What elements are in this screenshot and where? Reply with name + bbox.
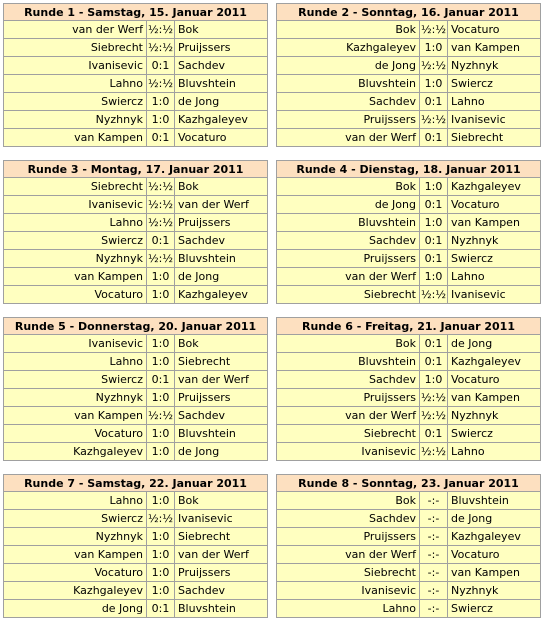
white-player: Ivanisevic xyxy=(277,443,420,461)
round-table-4 xyxy=(276,160,541,304)
white-player: van Kampen xyxy=(4,546,147,564)
round-table-3 xyxy=(3,160,268,304)
game-result: -:- xyxy=(420,600,448,618)
white-player: Ivanisevic xyxy=(277,582,420,600)
white-player: Sachdev xyxy=(277,510,420,528)
black-player: Ivanisevic xyxy=(175,510,268,528)
black-player: de Jong xyxy=(448,510,541,528)
black-player: Lahno xyxy=(448,268,541,286)
game-result: -:- xyxy=(420,528,448,546)
game-row xyxy=(277,214,541,232)
black-player: Swiercz xyxy=(448,425,541,443)
black-player: Bluvshtein xyxy=(175,250,268,268)
black-player: Kazhgaleyev xyxy=(448,353,541,371)
black-player: Pruijssers xyxy=(175,564,268,582)
game-result: 1:0 xyxy=(420,214,448,232)
white-player: van Kampen xyxy=(4,129,147,147)
white-player: van Kampen xyxy=(4,268,147,286)
game-row xyxy=(277,39,541,57)
game-result: 0:1 xyxy=(420,232,448,250)
game-row xyxy=(277,286,541,304)
white-player: Siebrecht xyxy=(277,564,420,582)
white-player: van der Werf xyxy=(4,21,147,39)
game-result: -:- xyxy=(420,546,448,564)
game-result: ½:½ xyxy=(420,407,448,425)
black-player: Nyzhnyk xyxy=(448,232,541,250)
white-player: Nyzhnyk xyxy=(4,389,147,407)
white-player: Siebrecht xyxy=(277,286,420,304)
black-player: de Jong xyxy=(448,335,541,353)
white-player: Siebrecht xyxy=(4,178,147,196)
black-player: Vocaturo xyxy=(448,546,541,564)
white-player: Ivanisevic xyxy=(4,196,147,214)
black-player: Kazhgaleyev xyxy=(175,286,268,304)
game-result: ½:½ xyxy=(420,389,448,407)
game-row xyxy=(277,389,541,407)
game-row xyxy=(277,353,541,371)
game-result: ½:½ xyxy=(420,443,448,461)
game-row xyxy=(277,564,541,582)
game-result: -:- xyxy=(420,492,448,510)
game-row xyxy=(4,353,268,371)
white-player: Sachdev xyxy=(277,371,420,389)
white-player: Siebrecht xyxy=(277,425,420,443)
round-table-2 xyxy=(276,3,541,147)
game-row xyxy=(277,75,541,93)
black-player: Nyzhnyk xyxy=(448,407,541,425)
game-result: 0:1 xyxy=(420,425,448,443)
game-row xyxy=(277,510,541,528)
black-player: Pruijssers xyxy=(175,214,268,232)
game-row xyxy=(4,371,268,389)
game-result: 1:0 xyxy=(147,528,175,546)
black-player: Bluvshtein xyxy=(175,75,268,93)
white-player: Swiercz xyxy=(4,93,147,111)
game-row xyxy=(4,93,268,111)
black-player: Siebrecht xyxy=(175,353,268,371)
white-player: Sachdev xyxy=(277,93,420,111)
black-player: van Kampen xyxy=(448,564,541,582)
game-result: 0:1 xyxy=(420,353,448,371)
black-player: Siebrecht xyxy=(175,528,268,546)
game-result: 0:1 xyxy=(420,335,448,353)
round-table-7 xyxy=(3,474,268,618)
round-title: Runde 1 - Samstag, 15. Januar 2011 xyxy=(4,4,268,21)
game-row xyxy=(4,425,268,443)
game-row xyxy=(277,371,541,389)
game-row xyxy=(4,335,268,353)
white-player: de Jong xyxy=(277,57,420,75)
game-result: ½:½ xyxy=(147,21,175,39)
game-row xyxy=(277,196,541,214)
black-player: Kazhgaleyev xyxy=(448,528,541,546)
white-player: Lahno xyxy=(277,600,420,618)
game-result: ½:½ xyxy=(147,214,175,232)
game-result: 1:0 xyxy=(420,371,448,389)
game-row xyxy=(4,232,268,250)
white-player: Lahno xyxy=(4,214,147,232)
game-result: 1:0 xyxy=(147,492,175,510)
game-row xyxy=(277,443,541,461)
game-result: 1:0 xyxy=(147,582,175,600)
black-player: Ivanisevic xyxy=(448,111,541,129)
white-player: Swiercz xyxy=(4,371,147,389)
game-result: 1:0 xyxy=(147,286,175,304)
white-player: Bok xyxy=(277,21,420,39)
game-result: 0:1 xyxy=(420,196,448,214)
game-result: 0:1 xyxy=(147,57,175,75)
game-result: 1:0 xyxy=(147,268,175,286)
game-row xyxy=(277,528,541,546)
round-title: Runde 6 - Freitag, 21. Januar 2011 xyxy=(277,318,541,335)
white-player: Ivanisevic xyxy=(4,57,147,75)
game-result: 1:0 xyxy=(147,335,175,353)
black-player: de Jong xyxy=(175,443,268,461)
game-result: ½:½ xyxy=(420,286,448,304)
black-player: Nyzhnyk xyxy=(448,582,541,600)
black-player: Siebrecht xyxy=(448,129,541,147)
round-title: Runde 2 - Sonntag, 16. Januar 2011 xyxy=(277,4,541,21)
game-row xyxy=(4,178,268,196)
game-result: ½:½ xyxy=(420,111,448,129)
game-result: 1:0 xyxy=(147,443,175,461)
game-row xyxy=(277,250,541,268)
game-result: ½:½ xyxy=(147,39,175,57)
round-table-1 xyxy=(3,3,268,147)
game-result: 1:0 xyxy=(147,353,175,371)
game-row xyxy=(4,250,268,268)
game-result: 1:0 xyxy=(420,75,448,93)
white-player: Nyzhnyk xyxy=(4,528,147,546)
black-player: Vocaturo xyxy=(448,371,541,389)
white-player: Nyzhnyk xyxy=(4,111,147,129)
white-player: Nyzhnyk xyxy=(4,250,147,268)
white-player: de Jong xyxy=(4,600,147,618)
black-player: Pruijssers xyxy=(175,389,268,407)
black-player: Swiercz xyxy=(448,250,541,268)
black-player: van der Werf xyxy=(175,546,268,564)
game-result: 1:0 xyxy=(147,564,175,582)
game-row xyxy=(4,21,268,39)
game-result: 0:1 xyxy=(147,129,175,147)
black-player: Bluvshtein xyxy=(175,425,268,443)
black-player: Sachdev xyxy=(175,232,268,250)
black-player: van Kampen xyxy=(448,214,541,232)
game-row xyxy=(277,425,541,443)
game-result: ½:½ xyxy=(420,21,448,39)
white-player: Bok xyxy=(277,335,420,353)
game-row xyxy=(277,21,541,39)
game-row xyxy=(277,407,541,425)
game-row xyxy=(277,57,541,75)
black-player: van der Werf xyxy=(175,196,268,214)
game-result: -:- xyxy=(420,582,448,600)
game-row xyxy=(277,546,541,564)
game-result: ½:½ xyxy=(147,250,175,268)
game-row xyxy=(277,600,541,618)
game-result: ½:½ xyxy=(147,510,175,528)
white-player: Pruijssers xyxy=(277,389,420,407)
white-player: Kazhgaleyev xyxy=(277,39,420,57)
black-player: Bok xyxy=(175,492,268,510)
game-result: 1:0 xyxy=(147,93,175,111)
game-row xyxy=(277,582,541,600)
black-player: Vocaturo xyxy=(448,21,541,39)
game-row xyxy=(4,286,268,304)
black-player: Bluvshtein xyxy=(175,600,268,618)
game-row xyxy=(4,57,268,75)
game-row xyxy=(4,443,268,461)
round-table-5 xyxy=(3,317,268,461)
game-row xyxy=(4,214,268,232)
game-row xyxy=(4,111,268,129)
round-title: Runde 3 - Montag, 17. Januar 2011 xyxy=(4,161,268,178)
game-result: 1:0 xyxy=(420,178,448,196)
white-player: Pruijssers xyxy=(277,111,420,129)
game-row xyxy=(4,564,268,582)
white-player: Vocaturo xyxy=(4,425,147,443)
game-result: 0:1 xyxy=(420,129,448,147)
white-player: Siebrecht xyxy=(4,39,147,57)
game-result: 1:0 xyxy=(147,111,175,129)
black-player: Bok xyxy=(175,335,268,353)
game-row xyxy=(4,407,268,425)
white-player: van der Werf xyxy=(277,268,420,286)
black-player: van Kampen xyxy=(448,39,541,57)
game-row xyxy=(277,111,541,129)
white-player: Bluvshtein xyxy=(277,353,420,371)
black-player: Bok xyxy=(175,178,268,196)
black-player: Sachdev xyxy=(175,407,268,425)
white-player: Bluvshtein xyxy=(277,214,420,232)
game-row xyxy=(277,129,541,147)
game-result: 1:0 xyxy=(147,389,175,407)
black-player: Bluvshtein xyxy=(448,492,541,510)
game-row xyxy=(4,582,268,600)
black-player: Nyzhnyk xyxy=(448,57,541,75)
game-result: ½:½ xyxy=(420,57,448,75)
game-result: ½:½ xyxy=(147,75,175,93)
white-player: van der Werf xyxy=(277,407,420,425)
black-player: Ivanisevic xyxy=(448,286,541,304)
game-row xyxy=(277,492,541,510)
white-player: Vocaturo xyxy=(4,286,147,304)
black-player: Bok xyxy=(175,21,268,39)
white-player: Pruijssers xyxy=(277,250,420,268)
white-player: Lahno xyxy=(4,492,147,510)
white-player: Vocaturo xyxy=(4,564,147,582)
white-player: van Kampen xyxy=(4,407,147,425)
white-player: Pruijssers xyxy=(277,528,420,546)
game-result: 1:0 xyxy=(420,268,448,286)
game-row xyxy=(4,268,268,286)
white-player: Swiercz xyxy=(4,232,147,250)
round-table-8 xyxy=(276,474,541,618)
black-player: Vocaturo xyxy=(448,196,541,214)
game-row xyxy=(4,492,268,510)
game-row xyxy=(277,335,541,353)
black-player: Pruijssers xyxy=(175,39,268,57)
game-result: ½:½ xyxy=(147,196,175,214)
game-result: 0:1 xyxy=(147,600,175,618)
white-player: Kazhgaleyev xyxy=(4,443,147,461)
white-player: Kazhgaleyev xyxy=(4,582,147,600)
game-result: 1:0 xyxy=(147,546,175,564)
white-player: Lahno xyxy=(4,75,147,93)
game-result: ½:½ xyxy=(147,178,175,196)
game-row xyxy=(4,510,268,528)
game-result: -:- xyxy=(420,510,448,528)
black-player: Vocaturo xyxy=(175,129,268,147)
black-player: Lahno xyxy=(448,443,541,461)
game-result: 0:1 xyxy=(147,371,175,389)
black-player: Sachdev xyxy=(175,57,268,75)
game-result: 1:0 xyxy=(147,425,175,443)
white-player: Lahno xyxy=(4,353,147,371)
game-row xyxy=(4,129,268,147)
game-result: 0:1 xyxy=(420,93,448,111)
round-title: Runde 8 - Sonntag, 23. Januar 2011 xyxy=(277,475,541,492)
game-row xyxy=(4,546,268,564)
black-player: Swiercz xyxy=(448,600,541,618)
round-title: Runde 7 - Samstag, 22. Januar 2011 xyxy=(4,475,268,492)
white-player: van der Werf xyxy=(277,546,420,564)
white-player: de Jong xyxy=(277,196,420,214)
black-player: Sachdev xyxy=(175,582,268,600)
white-player: Ivanisevic xyxy=(4,335,147,353)
game-row xyxy=(277,93,541,111)
black-player: Lahno xyxy=(448,93,541,111)
round-title: Runde 4 - Dienstag, 18. Januar 2011 xyxy=(277,161,541,178)
black-player: van Kampen xyxy=(448,389,541,407)
game-result: -:- xyxy=(420,564,448,582)
white-player: Swiercz xyxy=(4,510,147,528)
game-result: 1:0 xyxy=(420,39,448,57)
game-result: ½:½ xyxy=(147,407,175,425)
game-row xyxy=(4,528,268,546)
black-player: Kazhgaleyev xyxy=(448,178,541,196)
game-row xyxy=(4,600,268,618)
game-row xyxy=(277,232,541,250)
game-row xyxy=(277,268,541,286)
round-table-6 xyxy=(276,317,541,461)
black-player: Kazhgaleyev xyxy=(175,111,268,129)
white-player: Bok xyxy=(277,178,420,196)
black-player: de Jong xyxy=(175,268,268,286)
game-row xyxy=(277,178,541,196)
round-title: Runde 5 - Donnerstag, 20. Januar 2011 xyxy=(4,318,268,335)
white-player: Sachdev xyxy=(277,232,420,250)
game-row xyxy=(4,39,268,57)
black-player: van der Werf xyxy=(175,371,268,389)
game-result: 0:1 xyxy=(147,232,175,250)
white-player: van der Werf xyxy=(277,129,420,147)
white-player: Bok xyxy=(277,492,420,510)
game-row xyxy=(4,196,268,214)
black-player: Swiercz xyxy=(448,75,541,93)
black-player: de Jong xyxy=(175,93,268,111)
game-row xyxy=(4,75,268,93)
game-row xyxy=(4,389,268,407)
white-player: Bluvshtein xyxy=(277,75,420,93)
game-result: 0:1 xyxy=(420,250,448,268)
